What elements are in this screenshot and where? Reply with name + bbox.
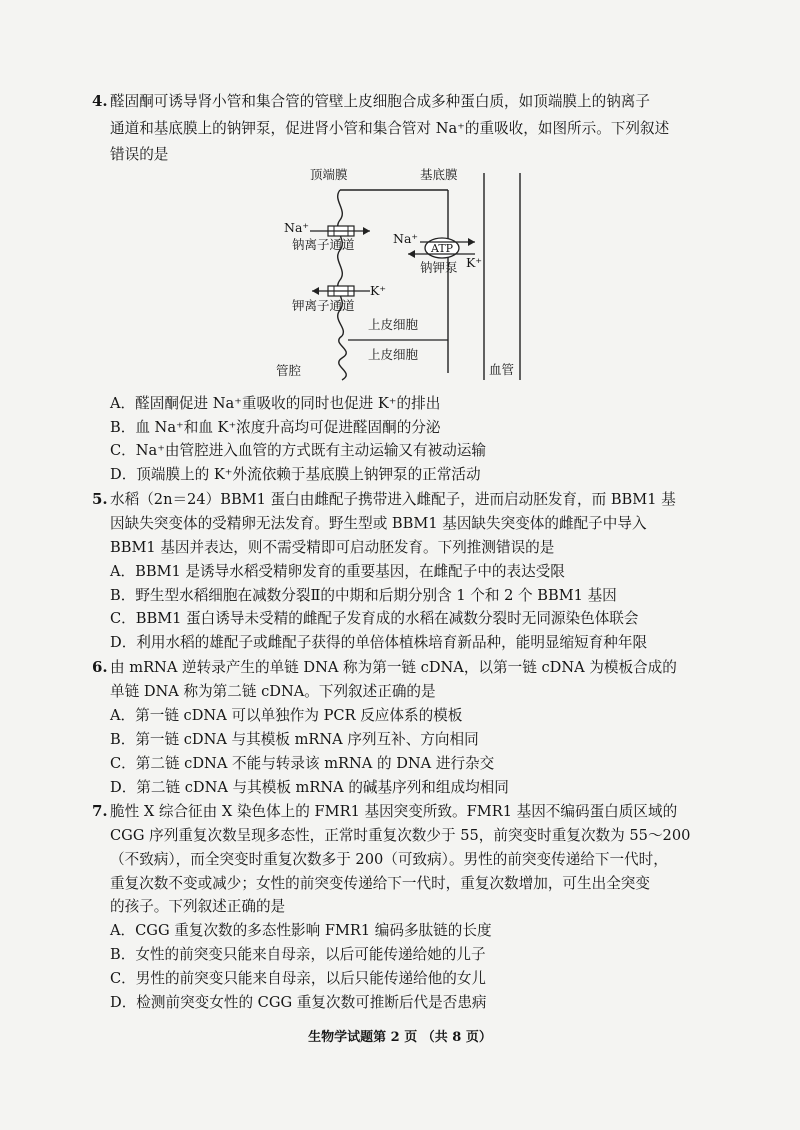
option-b: B．女性的前突变只能来自母亲，以后可能传递给她的儿子	[110, 946, 486, 963]
question-stem-line: BBM1 基因并表达，则不需受精即可启动胚发育。下列推测错误的是	[110, 539, 555, 556]
option-d: D．检测前突变女性的 CGG 重复次数可推断后代是否患病	[110, 994, 487, 1011]
k-channel-label: 钾离子通道	[292, 298, 355, 313]
question-number: 6.	[92, 658, 108, 676]
option-a: A．BBM1 是诱导水稻受精卵发育的重要基因，在雌配子中的表达受限	[110, 563, 565, 580]
question-number: 7.	[92, 802, 108, 820]
na-channel-label: 钠离子通道	[292, 237, 355, 252]
epithelial-cell-label-2: 上皮细胞	[368, 347, 419, 362]
question-stem-line: 错误的是	[110, 146, 169, 163]
apical-membrane-label: 顶端膜	[310, 167, 348, 182]
option-b: B．第一链 cDNA 与其模板 mRNA 序列互补、方向相同	[110, 731, 479, 748]
option-d: D．利用水稻的雄配子或雌配子获得的单倍体植株培育新品种，能明显缩短育种年限	[110, 634, 648, 651]
question-stem-line: 通道和基底膜上的钠钾泵，促进肾小管和集合管对 Na⁺的重吸收，如图所示。下列叙述	[110, 120, 670, 137]
question-stem-line: 由 mRNA 逆转录产生的单链 DNA 称为第一链 cDNA，以第一链 cDNA 为模板合成的	[110, 659, 677, 676]
lumen-wave	[339, 336, 347, 380]
k-right-label: K⁺	[466, 255, 482, 270]
option-c: C．BBM1 蛋白诱导未受精的雌配子发育成的水稻在减数分裂时无同源染色体联会	[110, 610, 639, 627]
na-right-label: Na⁺	[393, 231, 418, 246]
page-footer	[0, 1026, 800, 1045]
question-stem-line: 的孩子。下列叙述正确的是	[110, 898, 286, 915]
option-a: A．醛固酮促进 Na⁺重吸收的同时也促进 K⁺的排出	[110, 395, 441, 412]
lumen-label: 管腔	[276, 363, 302, 378]
option-c: C．Na⁺由管腔进入血管的方式既有主动运输又有被动运输	[110, 442, 486, 459]
option-b: B．野生型水稻细胞在减数分裂Ⅱ的中期和后期分别含 1 个和 2 个 BBM1 基因	[110, 587, 617, 604]
question-stem-line: 水稻（2n＝24）BBM1 蛋白由雌配子携带进入雌配子，进而启动胚发育，而 BBM1 基	[110, 491, 676, 508]
option-c: C．男性的前突变只能来自母亲，以后只能传递给他的女儿	[110, 970, 487, 987]
question-stem-line: 因缺失突变体的受精卵无法发育。野生型或 BBM1 基因缺失突变体的雌配子中导入	[110, 515, 647, 532]
na-left-label: Na⁺	[284, 220, 309, 235]
option-a: A．CGG 重复次数的多态性影响 FMR1 编码多肽链的长度	[110, 922, 492, 939]
epithelial-cell-label-1: 上皮细胞	[368, 317, 419, 332]
question-stem-line: （不致病），而全突变时重复次数多于 200（可致病）。男性的前突变传递给下一代时，	[110, 851, 668, 868]
question-stem-line: 重复次数不变或减少；女性的前突变传递给下一代时，重复次数增加，可生出全突变	[110, 875, 650, 892]
pump-label: 钠钾泵	[420, 260, 458, 275]
question-stem-line: CGG 序列重复次数呈现多态性，正常时重复次数少于 55，前突变时重复次数为 55～200	[110, 827, 691, 844]
page-footer-text: 生物学试题第 2 页 （共 8 页）	[308, 1030, 492, 1045]
question-number: 5.	[92, 490, 108, 508]
apical-membrane-line	[338, 190, 344, 336]
option-d: D．第二链 cDNA 与其模板 mRNA 的碱基序列和组成均相同	[110, 779, 509, 796]
question-stem-line: 脆性 X 综合征由 X 染色体上的 FMR1 基因突变所致。FMR1 基因不编码蛋白质区域的	[110, 803, 678, 820]
option-b: B．血 Na⁺和血 K⁺浓度升高均可促进醛固酮的分泌	[110, 419, 441, 436]
kidney-transport-diagram	[270, 168, 560, 390]
question-stem-line: 醛固酮可诱导肾小管和集合管的管壁上皮细胞合成多种蛋白质，如顶端膜上的钠离子	[110, 93, 650, 110]
atp-label: ATP	[431, 242, 454, 255]
basal-membrane-label: 基底膜	[420, 167, 458, 182]
option-c: C．第二链 cDNA 不能与转录该 mRNA 的 DNA 进行杂交	[110, 755, 495, 772]
question-number: 4.	[92, 92, 108, 110]
option-a: A．第一链 cDNA 可以单独作为 PCR 反应体系的模板	[110, 707, 463, 724]
question-stem-line: 单链 DNA 称为第二链 cDNA。下列叙述正确的是	[110, 683, 436, 700]
option-d: D．顶端膜上的 K⁺外流依赖于基底膜上钠钾泵的正常活动	[110, 466, 481, 483]
k-left-label: K⁺	[370, 283, 386, 298]
blood-vessel-label: 血管	[489, 362, 515, 377]
